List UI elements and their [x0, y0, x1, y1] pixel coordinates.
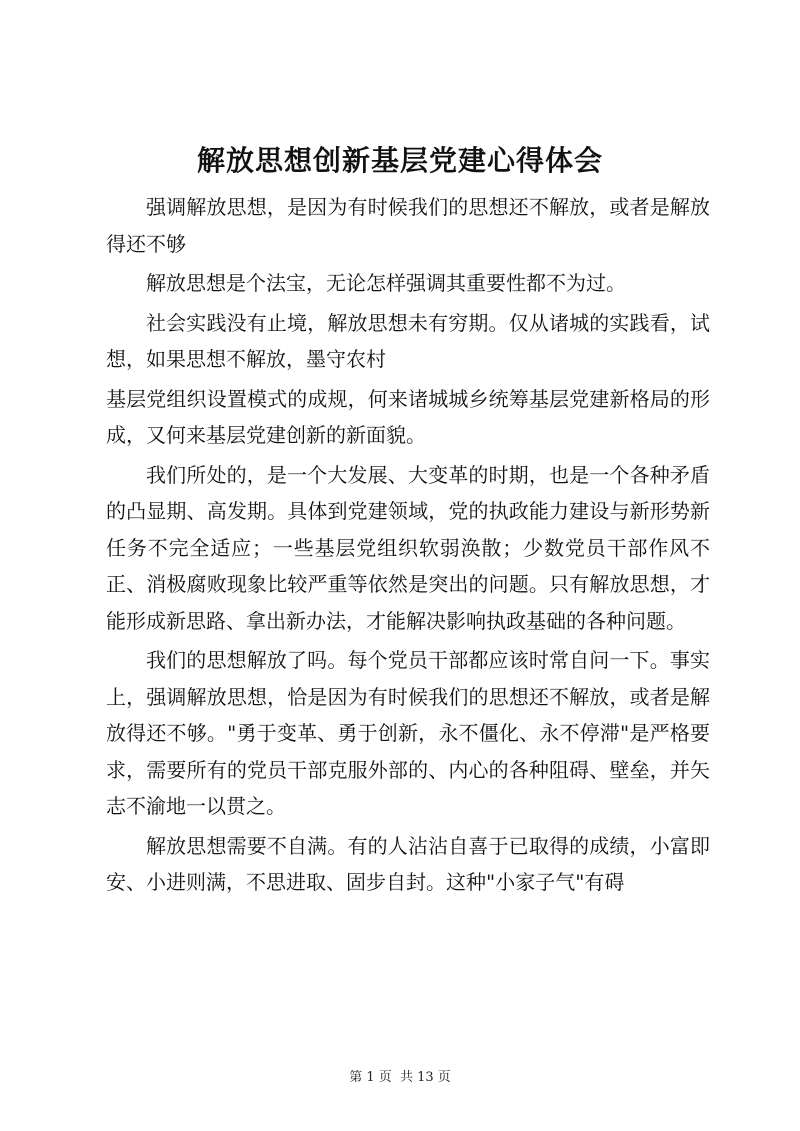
page-number-label: 第 1 页 共 13 页 — [349, 1070, 451, 1085]
paragraph: 解放思想需要不自满。有的人沾沾自喜于已取得的成绩，小富即安、小进则满，不思进取、固步自封。这种"小家子气"有碍 — [106, 833, 710, 894]
paragraph: 强调解放思想，是因为有时候我们的思想还不解放，或者是解放得还不够 — [106, 195, 710, 256]
page-footer — [0, 1068, 800, 1088]
paragraph: 解放思想是个法宝，无论怎样强调其重要性都不为过。 — [146, 271, 626, 295]
paragraph: 社会实践没有止境，解放思想未有穷期。仅从诸城的实践看，试想，如果思想不解放，墨守农村 — [106, 310, 710, 371]
document-body — [106, 189, 710, 901]
paragraph: 基层党组织设置模式的成规，何来诸城城乡统筹基层党建新格局的形成，又何来基层党建创新的新面貌。 — [106, 386, 710, 447]
paragraph: 我们所处的，是一个大发展、大变革的时期，也是一个各种矛盾的凸显期、高发期。具体到党建领域，党的执政能力建设与新形势新任务不完全适应；一些基层党组织软弱涣散；少数党员干部作风不正、消极腐败现象比较严重等依然是突出的问题。只有解放思想，才能形成新思路、拿出新办法，才能解决影响执政基础的各种问题。 — [106, 462, 710, 633]
document-title: 解放思想创新基层党建心得体会 — [196, 144, 603, 177]
paragraph: 我们的思想解放了吗。每个党员干部都应该时常自问一下。事实上，强调解放思想，恰是因为有时候我们的思想还不解放，或者是解放得还不够。"勇于变革、勇于创新，永不僵化、永不停滞"是严格要求，需要所有的党员干部克服外部的、内心的各种阻碍、壁垒，并矢志不渝地一以贯之。 — [106, 648, 710, 818]
